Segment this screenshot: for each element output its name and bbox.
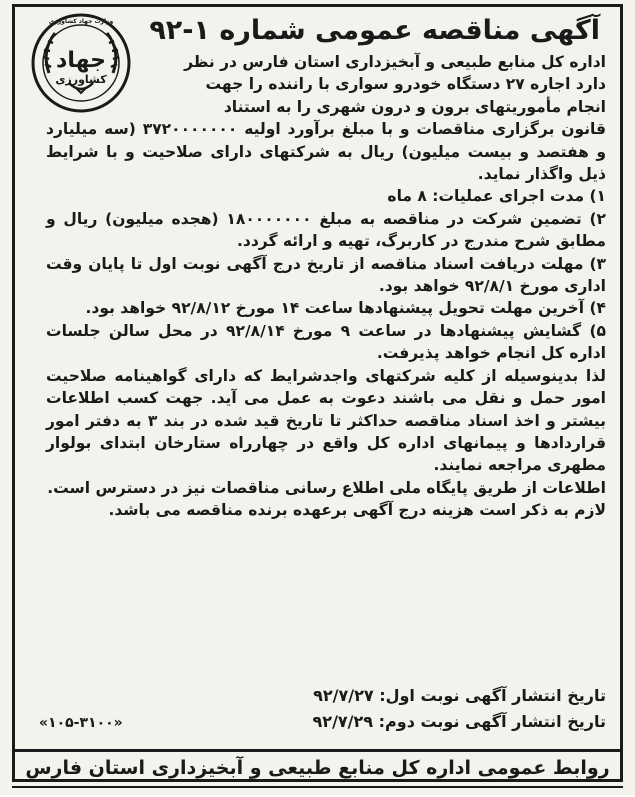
publish-date-first: تاریخ انتشار آگهی نوبت اول: ۹۲/۷/۲۷: [313, 686, 606, 705]
intro-paragraph: قانون برگزاری مناقصات و با مبلغ برآورد اولیه ۳۷۲۰۰۰۰۰۰۰ (سه میلیارد و هفتصد و بیست میلیون) ریال به شرکتهای دارای صلاحیت و با شرایط ذیل واگذار نماید.: [46, 120, 606, 184]
condition-3: ۳) مهلت دریافت اسناد مناقصه از تاریخ درج آگهی نوبت اول تا پایان وقت اداری مورخ ۹۲/۸/۱ خواهد بود.: [46, 254, 606, 296]
notice-title: آگهی مناقصه عمومی شماره ۱-۹۲: [149, 15, 600, 46]
condition-4: ۴) آخرین مهلت تحویل پیشنهادها ساعت ۱۴ مورخ ۹۲/۸/۱۲ خواهد بود.: [85, 299, 606, 318]
condition-2: ۲) تضمین شرکت در مناقصه به مبلغ ۱۸۰۰۰۰۰۰۰ (هجده میلیون) ریال و مطابق شرح مندرج در کاربرگ، تهیه و ارائه گردد.: [46, 209, 606, 251]
notice-code: «۱۰۵-۳۱۰۰»: [39, 715, 123, 731]
intro-line: انجام مأموریتهای برون و درون شهری را به استناد: [223, 97, 606, 116]
condition-5: ۵) گشایش پیشنهادها در ساعت ۹ مورخ ۹۲/۸/۱۴ در محل سالن جلسات اداره کل انجام خواهد پذیرفت.: [46, 321, 607, 363]
footer-divider: [15, 749, 620, 752]
logo-ring-text: وزارت جهاد کشاورزی: [48, 18, 114, 25]
logo-sub-text: کشاورزی: [55, 73, 107, 86]
intro-line: اداره کل منابع طبیعی و آبخیزداری استان فارس در نظر: [184, 53, 606, 71]
notice-footer: روابط عمومی اداره کل منابع طبیعی و آبخیزداری استان فارس: [25, 757, 610, 779]
intro-block: [158, 51, 606, 118]
intro-line: دارد اجاره ۲۷ دستگاه خودرو سواری با راننده را جهت: [205, 75, 606, 94]
notice-frame: [12, 4, 623, 782]
notice-body: [46, 51, 606, 522]
next-clipping-edge: [12, 786, 623, 797]
info-note: اطلاعات از طریق پایگاه ملی اطلاع رسانی مناقصات نیز در دسترس است.: [47, 478, 606, 497]
cost-note: لازم به ذکر است هزینه درج آگهی برعهده برنده مناقصه می باشد.: [108, 501, 606, 520]
invitation-paragraph: لذا بدینوسیله از کلیه شرکتهای واجدشرایط که دارای گواهینامه صلاحیت امور حمل و نقل می باشند دعوت به عمل می آید. جهت کسب اطلاعات بیشتر و اخذ اسناد مناقصه حداکثر تا تاریخ قید شده در بند ۳ به دفتر امور قراردادها و پیمانهای اداره کل واقع در چهارراه ستارخان ابتدای بولوار مطهری مراجعه نمایند.: [46, 366, 606, 475]
publish-date-second: تاریخ انتشار آگهی نوبت دوم: ۹۲/۷/۲۹: [312, 712, 606, 731]
condition-1: ۱) مدت اجرای عملیات: ۸ ماه: [387, 187, 606, 206]
logo-main-text: جهاد: [56, 48, 106, 73]
